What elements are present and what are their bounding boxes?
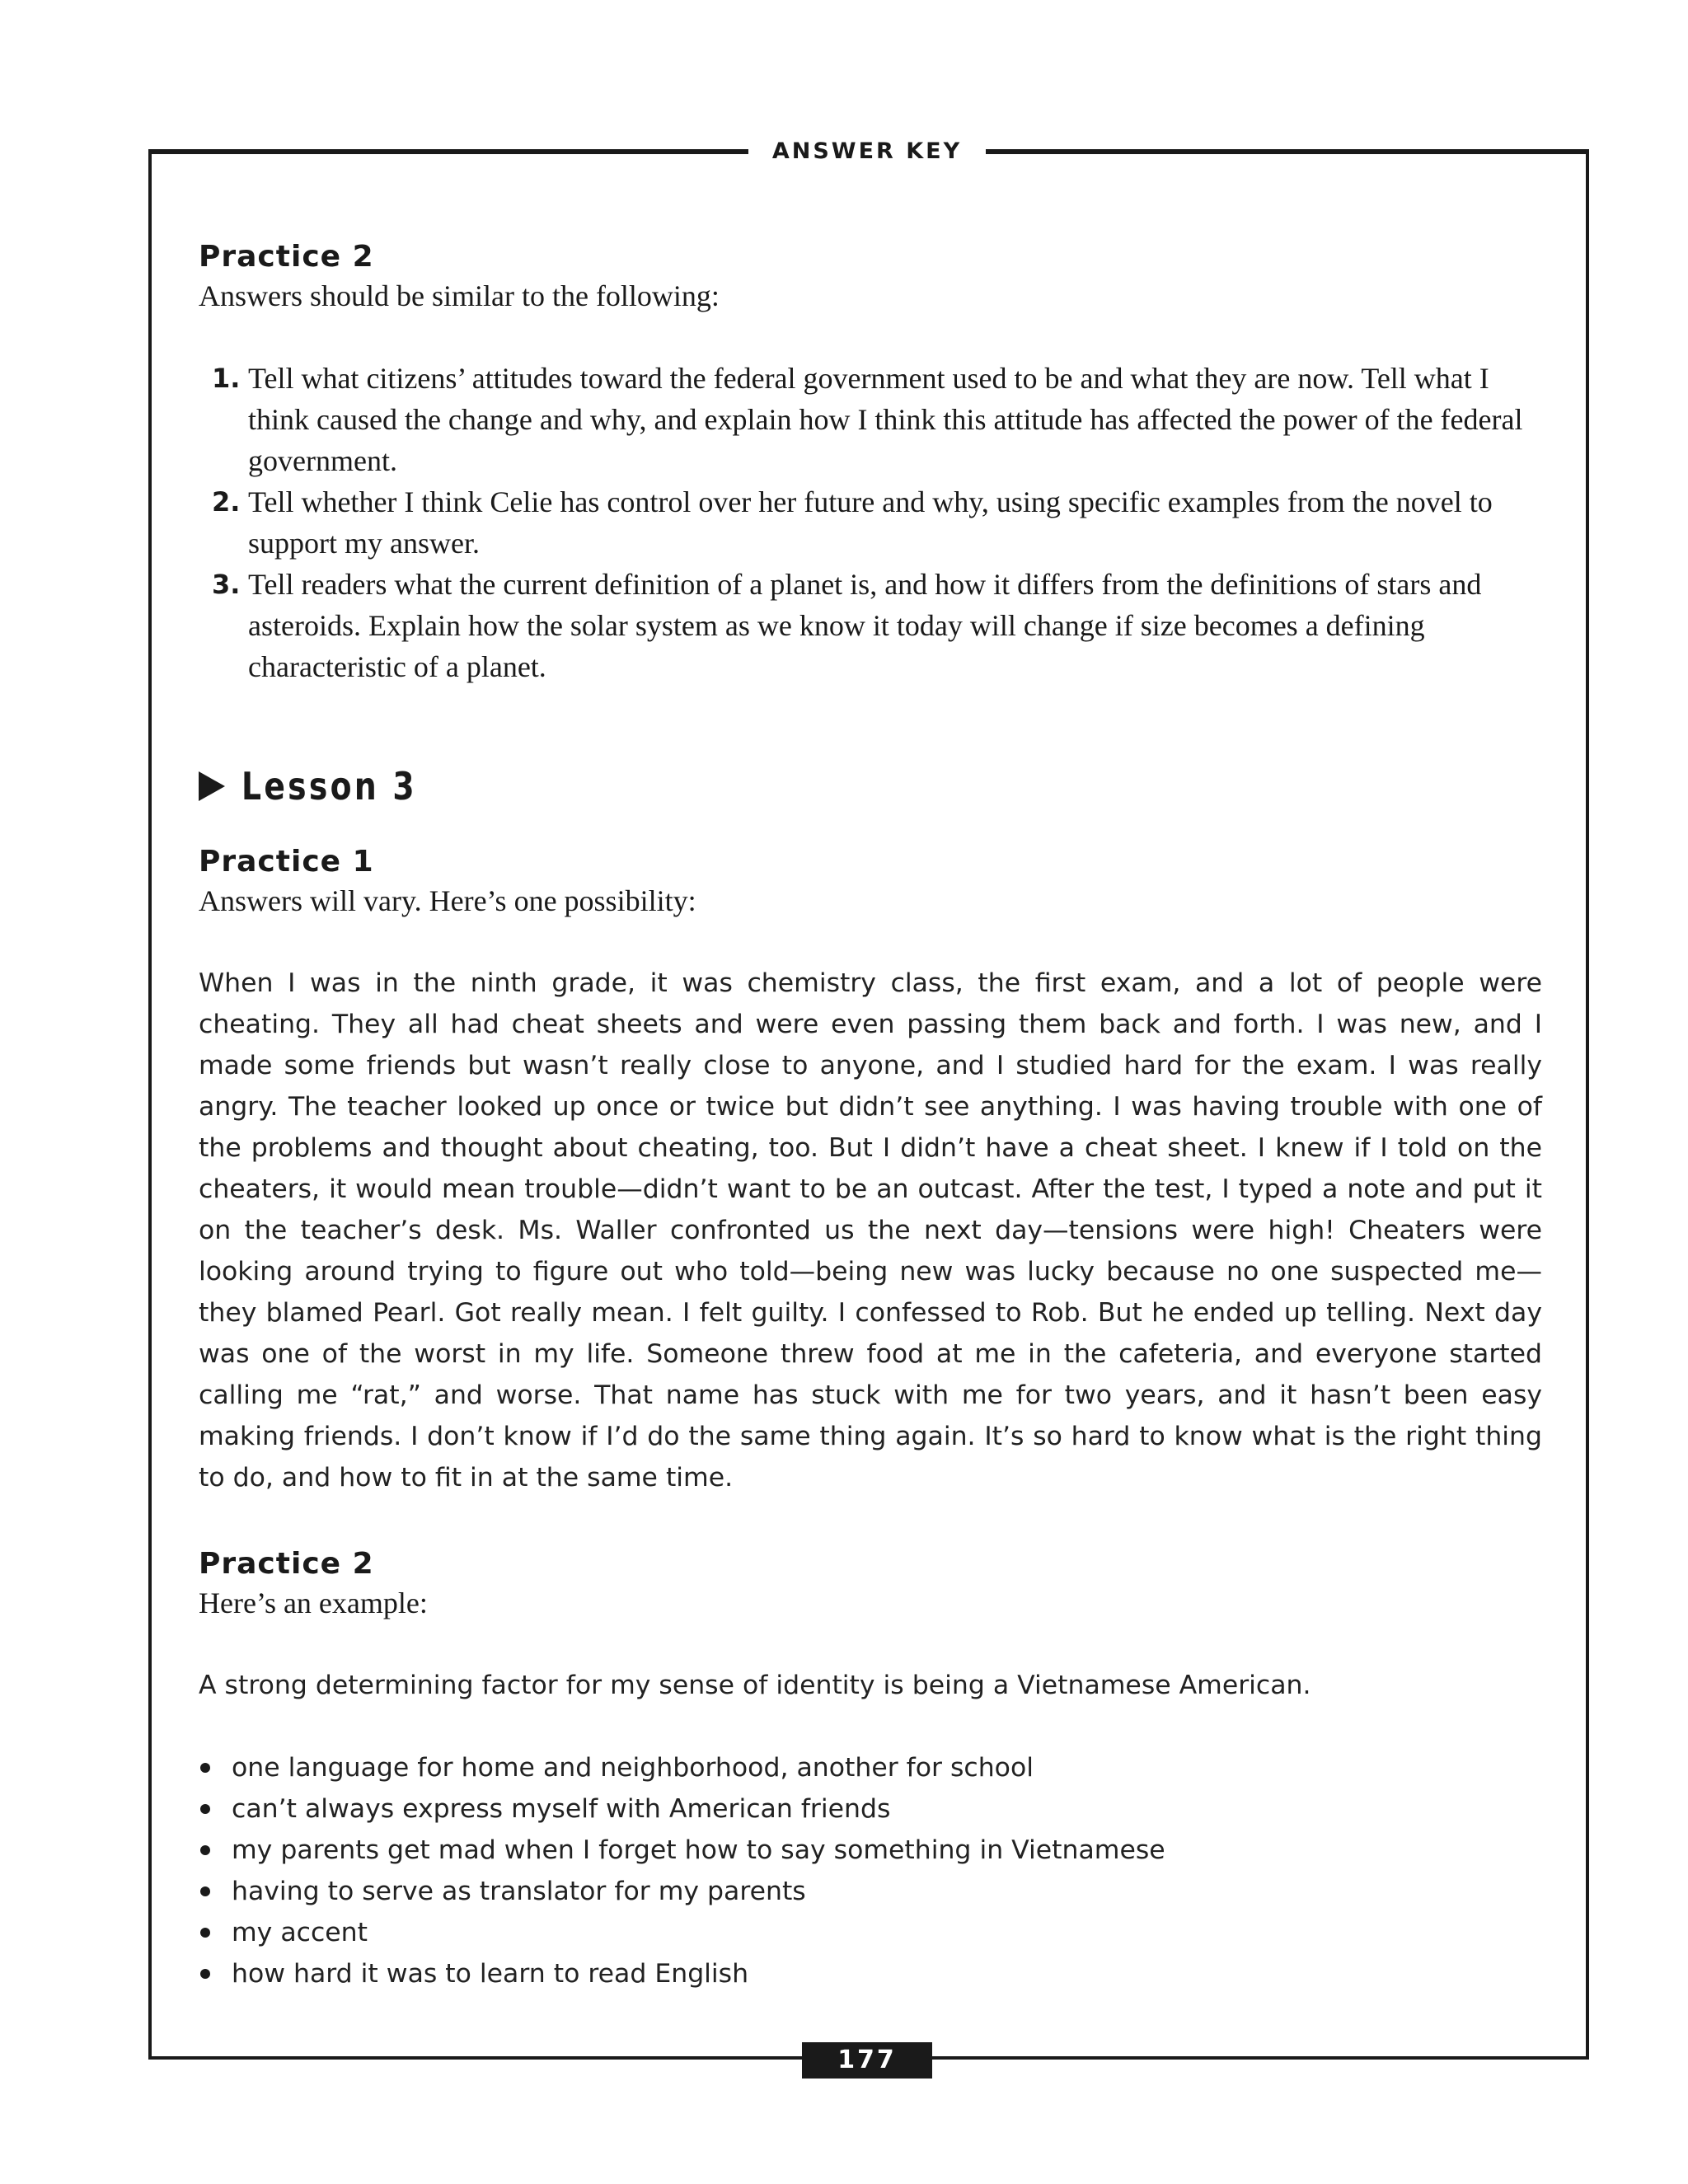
list-item [199,1747,1542,1788]
answer-list [199,358,1542,687]
answer-item-2 [212,481,1542,564]
bullet-icon [200,1969,210,1979]
practice-1-heading: Practice 1 [199,845,374,879]
practice-1-essay: When I was in the ninth grade, it was chemistry class, the first exam, and a lot of people were cheating. They all had cheat sheets and were even passing them back and forth. I was new, and I made some friends but wasn’t really close to anyone, and I studied hard for the exam. I was really angry. The teacher looked up once or twice but didn’t see anything. I was having trouble with one of the problems and thought about cheating, too. But I didn’t have a cheat sheet. I knew if I told on the cheaters, it would mean trouble—didn’t want to be an outcast. After the test, I typed a note and put it on the teacher’s desk. Ms. Waller confronted us the next day—tensions were high! Cheaters were looking around trying to figure out who told—being new was lucky because no one suspected me—they blamed Pearl. Got really mean. I felt guilty. I confessed to Rob. But he ended up telling. Next day was one of the worst in my life. Someone threw food at me in the cafeteria, and everyone started calling me “rat,” and worse. That name has stuck with me for two years, and it hasn’t been easy making friends. I don’t know if I’d do the same thing again. It’s so hard to know what is the right thing to do, and how to fit in at the same time. [199,968,1542,1493]
answer-text-3: Tell readers what the current definition of a planet is, and how it differs from the definitions of stars and asteroids. Explain how the solar system as we know it today will change if size becomes a defining characteristic of a planet. [248,568,1482,683]
bullet-text: having to serve as translator for my parents [232,1877,806,1906]
list-item [199,1953,1542,1994]
play-arrow-icon [199,771,225,801]
list-item [199,1830,1542,1871]
bullet-icon [200,1886,210,1896]
practice-2-top-section [199,239,1542,687]
bullet-text: my parents get mad when I forget how to say something in Vietnamese [232,1835,1165,1865]
bullet-icon [200,1804,210,1814]
identity-statement: A strong determining factor for my sense of identity is being a Vietnamese American. [199,1671,1311,1700]
bullet-text: can’t always express myself with American friends [232,1794,891,1824]
list-item [199,1871,1542,1912]
bullet-text: my accent [232,1918,368,1947]
header-rule-right [986,149,1589,154]
list-item [199,1788,1542,1830]
answer-text-1: Tell what citizens’ attitudes toward the federal government used to be and what they are now. Tell what I think caused the change and why, and explain how I think this attitude has affected the power of the federal government. [248,362,1523,477]
answer-number-3: 3. [212,569,241,600]
list-item [199,1912,1542,1953]
header-rule-left [148,149,748,154]
bullet-icon [200,1928,210,1938]
bullet-icon [200,1845,210,1855]
page-number: 177 [802,2042,932,2079]
header-label: ANSWER KEY [771,138,963,164]
practice-2-bottom-section [199,1546,1542,1994]
practice-2-bottom-heading: Practice 2 [199,1547,374,1581]
practice-1-intro: Answers will vary. Here’s one possibility: [199,884,696,917]
bullet-text: how hard it was to learn to read English [232,1959,749,1989]
identity-bullet-list [199,1747,1542,1994]
practice-2-top-intro: Answers should be similar to the following: [199,279,720,312]
practice-2-top-heading: Practice 2 [199,240,374,274]
answer-number-2: 2. [212,486,241,518]
lesson-heading [199,762,1542,811]
practice-2-bottom-intro: Here’s an example: [199,1586,428,1619]
answer-item-3 [212,564,1542,687]
practice-1-section [199,844,1542,1498]
answer-text-2: Tell whether I think Celie has control over her future and why, using specific examples from the novel to support my answer. [248,485,1493,560]
answer-item-1 [212,358,1542,481]
bullet-icon [200,1763,210,1773]
bullet-text: one language for home and neighborhood, another for school [232,1753,1034,1783]
page-content [199,239,1542,1994]
lesson-title: Lesson 3 [241,764,417,808]
answer-number-1: 1. [212,363,241,394]
